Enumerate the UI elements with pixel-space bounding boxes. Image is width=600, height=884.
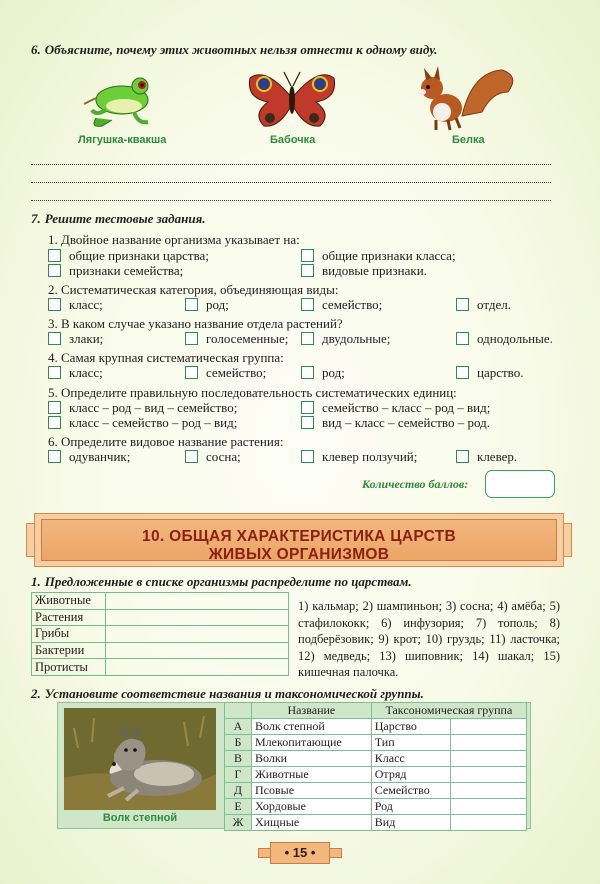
task2-title: 2. Установите соответствие названия и таксономической группы.	[31, 686, 424, 701]
test1-option-b[interactable]: общие признаки класса;	[301, 248, 456, 264]
table-row	[225, 751, 527, 767]
test1-option-a[interactable]: общие признаки царства;	[48, 248, 209, 264]
header-name: Название	[252, 703, 372, 719]
checkbox[interactable]	[48, 298, 61, 311]
checkbox[interactable]	[301, 401, 314, 414]
answer-cell[interactable]	[451, 719, 527, 735]
row-name: Хордовые	[252, 799, 372, 815]
checkbox[interactable]	[456, 366, 469, 379]
answer-line-3[interactable]	[31, 199, 551, 201]
test3-question: 3. В каком случае указано название отдела растений?	[48, 316, 343, 331]
kingdom-table	[31, 592, 289, 676]
section-title: 10. ОБЩАЯ ХАРАКТЕРИСТИКА ЦАРСТВ ЖИВЫХ ОРГАНИЗМОВ	[142, 528, 456, 563]
test1-option-d[interactable]: видовые признаки.	[301, 263, 427, 279]
row-group: Отряд	[371, 767, 450, 783]
row-name: Волки	[252, 751, 372, 767]
match-table	[224, 702, 527, 831]
test3-option-b[interactable]: голосеменные;	[185, 331, 288, 347]
checkbox[interactable]	[456, 332, 469, 345]
header-group: Таксономическая группа	[371, 703, 526, 719]
test2-option-d[interactable]: отдел.	[456, 297, 511, 313]
answer-cell[interactable]	[451, 783, 527, 799]
kingdom-label: Бактерии	[32, 642, 106, 659]
checkbox[interactable]	[301, 249, 314, 262]
squirrel-label: Белка	[452, 134, 485, 146]
checkbox[interactable]	[185, 298, 198, 311]
test5-question: 5. Определите правильную последовательность систематических единиц:	[48, 385, 457, 400]
answer-cell[interactable]	[451, 735, 527, 751]
kingdom-label: Протисты	[32, 659, 106, 676]
row-letter: В	[225, 751, 252, 767]
page-num-tab-right	[328, 848, 342, 858]
checkbox[interactable]	[185, 332, 198, 345]
organism-list: 1) кальмар; 2) шампиньон; 3) сосна; 4) амёба; 5) стафилококк; 6) инфузория; 7) тополь; 8) подберёзовик; 9) крот; 10) груздь; 11) ласточка; 12) медведь; 13) шиповник; 14) шакал; 15) кишечная палочка.	[298, 599, 560, 680]
row-name: Хищные	[252, 815, 372, 831]
kingdom-label: Животные	[32, 593, 106, 610]
answer-cell[interactable]	[106, 659, 289, 676]
row-letter: А	[225, 719, 252, 735]
test3-option-d[interactable]: однодольные.	[456, 331, 553, 347]
answer-line-2[interactable]	[31, 181, 551, 183]
score-input[interactable]	[485, 470, 555, 498]
answer-cell[interactable]	[106, 642, 289, 659]
answer-cell[interactable]	[106, 626, 289, 643]
test2-option-a[interactable]: класс;	[48, 297, 103, 313]
row-letter: Д	[225, 783, 252, 799]
checkbox[interactable]	[48, 401, 61, 414]
banner-inner	[41, 519, 557, 561]
test6-option-c[interactable]: клевер ползучий;	[301, 449, 417, 465]
checkbox[interactable]	[48, 249, 61, 262]
checkbox[interactable]	[185, 450, 198, 463]
butterfly-label: Бабочка	[270, 134, 316, 146]
test5-option-b[interactable]: семейство – класс – род – вид;	[301, 400, 490, 416]
test5-option-d[interactable]: вид – класс – семейство – род.	[301, 415, 490, 431]
table-row	[225, 767, 527, 783]
row-group: Класс	[371, 751, 450, 767]
answer-line-1[interactable]	[31, 163, 551, 165]
score-label: Количество баллов:	[362, 477, 469, 491]
table-row	[32, 626, 289, 643]
test1-option-c[interactable]: признаки семейства;	[48, 263, 183, 279]
task1-title: 1. Предложенные в списке организмы распределите по царствам.	[31, 574, 412, 589]
row-letter: Ж	[225, 815, 252, 831]
test5-option-c[interactable]: класс – семейство – род – вид;	[48, 415, 237, 431]
table-row	[32, 642, 289, 659]
kingdom-label: Грибы	[32, 626, 106, 643]
photo-caption: Волк степной	[102, 812, 178, 824]
frog-icon	[82, 66, 162, 132]
answer-cell[interactable]	[106, 593, 289, 610]
checkbox[interactable]	[456, 450, 469, 463]
checkbox[interactable]	[301, 298, 314, 311]
test6-option-a[interactable]: одуванчик;	[48, 449, 130, 465]
table-row	[225, 735, 527, 751]
checkbox[interactable]	[456, 298, 469, 311]
answer-cell[interactable]	[451, 751, 527, 767]
checkbox[interactable]	[301, 264, 314, 277]
test5-option-a[interactable]: класс – род – вид – семейство;	[48, 400, 237, 416]
checkbox[interactable]	[48, 332, 61, 345]
table-header-row	[225, 703, 527, 719]
row-letter: Б	[225, 735, 252, 751]
answer-cell[interactable]	[451, 815, 527, 831]
checkbox[interactable]	[48, 366, 61, 379]
row-letter: Е	[225, 799, 252, 815]
row-name: Псовые	[252, 783, 372, 799]
table-row	[225, 815, 527, 831]
checkbox[interactable]	[301, 366, 314, 379]
frog-label: Лягушка-квакша	[78, 134, 167, 146]
row-group: Тип	[371, 735, 450, 751]
table-row	[225, 783, 527, 799]
header-letter	[225, 703, 252, 719]
butterfly-icon	[246, 68, 338, 130]
test2-question: 2. Систематическая категория, объединяющая виды:	[48, 282, 339, 297]
wolf-photo	[64, 708, 216, 810]
kingdom-label: Растения	[32, 609, 106, 626]
row-group: Семейство	[371, 783, 450, 799]
squirrel-icon	[412, 62, 522, 132]
answer-cell[interactable]	[106, 609, 289, 626]
page-number: • 15 •	[270, 842, 330, 864]
test4-option-d[interactable]: царство.	[456, 365, 523, 381]
test2-option-c[interactable]: семейство;	[301, 297, 382, 313]
test3-option-c[interactable]: двудольные;	[301, 331, 390, 347]
test4-option-b[interactable]: семейство;	[185, 365, 266, 381]
section-banner	[34, 513, 564, 567]
test6-question: 6. Определите видовое название растения:	[48, 434, 284, 449]
checkbox[interactable]	[301, 450, 314, 463]
row-letter: Г	[225, 767, 252, 783]
q7-title: 7. Решите тестовые задания.	[31, 211, 206, 226]
table-row	[32, 593, 289, 610]
row-name: Млекопитающие	[252, 735, 372, 751]
test3-option-a[interactable]: злаки;	[48, 331, 103, 347]
checkbox[interactable]	[301, 416, 314, 429]
q6-title: 6. Объясните, почему этих животных нельзя отнести к одному виду.	[31, 42, 438, 57]
row-group: Вид	[371, 815, 450, 831]
table-row	[225, 719, 527, 735]
table-row	[225, 799, 527, 815]
answer-cell[interactable]	[451, 767, 527, 783]
test6-option-b[interactable]: сосна;	[185, 449, 241, 465]
answer-cell[interactable]	[451, 799, 527, 815]
test4-option-c[interactable]: род;	[301, 365, 345, 381]
test6-option-d[interactable]: клевер.	[456, 449, 517, 465]
test1-question: 1. Двойное название организма указывает на:	[48, 232, 300, 247]
checkbox[interactable]	[48, 450, 61, 463]
checkbox[interactable]	[48, 264, 61, 277]
row-name: Животные	[252, 767, 372, 783]
test4-question: 4. Самая крупная систематическая группа:	[48, 350, 284, 365]
checkbox[interactable]	[185, 366, 198, 379]
table-row	[32, 659, 289, 676]
row-name: Волк степной	[252, 719, 372, 735]
checkbox[interactable]	[48, 416, 61, 429]
test4-option-a[interactable]: класс;	[48, 365, 103, 381]
table-row	[32, 609, 289, 626]
test2-option-b[interactable]: род;	[185, 297, 229, 313]
row-group: Царство	[371, 719, 450, 735]
checkbox[interactable]	[301, 332, 314, 345]
row-group: Род	[371, 799, 450, 815]
